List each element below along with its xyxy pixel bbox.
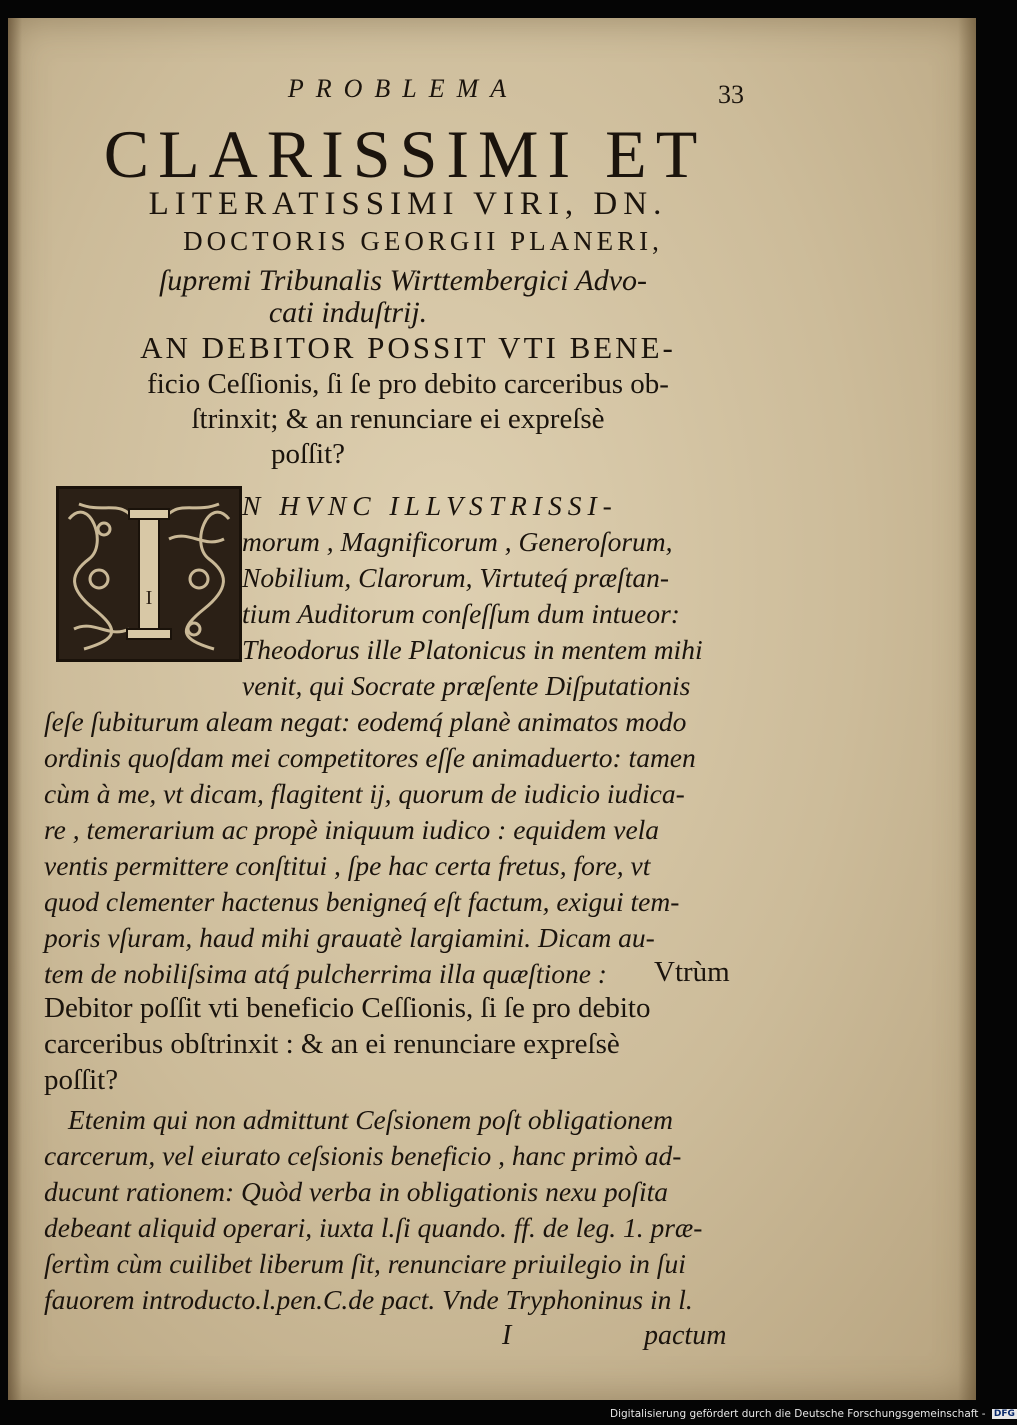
dfg-logo: DFG xyxy=(993,1409,1015,1419)
page-gutter-shadow xyxy=(8,18,22,1400)
para2-line-2: carcerum, vel eiurato ceſsionis beneficio , hanc primò ad- xyxy=(44,1140,682,1171)
roman-line-2: carceribus obſtrinxit : & an ei renunciare expreſsè xyxy=(44,1028,620,1060)
body-line-1: N HVNC ILLVSTRISSI- xyxy=(242,490,618,521)
digitization-credit xyxy=(610,1408,1017,1420)
body-line-13: poris vſuram, haud mihi grauatè largiamini. Dicam au- xyxy=(44,922,655,953)
body-line-5: Theodorus ille Platonicus in mentem mihi xyxy=(242,634,703,665)
body-line-8: ordinis quoſdam mei competitores eſſe animaduerto: tamen xyxy=(44,742,696,773)
signature-mark: I xyxy=(502,1320,512,1351)
body-line-2: morum , Magnificorum , Generoſorum, xyxy=(242,526,673,557)
para2-line-5: ſertìm cùm cuilibet liberum ſit, renunciare priuilegio in ſui xyxy=(44,1248,686,1279)
para2-line-3: ducunt rationem: Quòd verba in obligationis nexu poſita xyxy=(44,1176,669,1207)
page-edge-shadow xyxy=(958,18,976,1400)
body-line-6: venit, qui Socrate præſente Diſputationis xyxy=(242,670,691,701)
question-line-1: AN DEBITOR POSSIT VTI BENE- xyxy=(140,330,676,365)
roman-line-3: poſſit? xyxy=(44,1064,119,1096)
title-line-5: cati induſtrij. xyxy=(268,296,428,329)
body-line-12: quod clementer hactenus benigneq́ eſt factum, exigui tem- xyxy=(44,886,680,917)
body-line-14: tem de nobiliſsima atq́ pulcherrima illa quæſtione : xyxy=(44,958,607,989)
title-line-3: DOCTORIS GEORGII PLANERI, xyxy=(183,226,663,256)
credit-text: Digitalisierung gefördert durch die Deutsche Forschungsgemeinschaft - xyxy=(610,1408,986,1420)
question-line-3: ſtrinxit; & an renunciare ei expreſsè xyxy=(191,403,605,435)
page-number: 33 xyxy=(718,80,744,109)
para2-line-4: debeant aliquid operari, iuxta l.ſi quando. ff. de leg. 1. præ- xyxy=(44,1212,703,1243)
para2-line-1: Etenim qui non admittunt Ceſsionem poſt obligationem xyxy=(68,1104,673,1135)
ornament-icon xyxy=(59,489,239,659)
body-line-9: cùm à me, vt dicam, flagitent ij, quorum de iudicio iudica- xyxy=(44,778,685,809)
catchword: pactum xyxy=(644,1320,727,1351)
para2-line-6: fauorem introducto.l.pen.C.de pact. Vnde Tryphoninus in l. xyxy=(44,1284,693,1315)
question-line-2: ficio Ceſſionis, ſi ſe pro debito carceribus ob- xyxy=(147,368,669,400)
running-title: PROBLEMA xyxy=(287,74,519,103)
roman-line-1: Debitor poſſit vti beneficio Ceſſionis, ſi ſe pro debito xyxy=(44,992,651,1024)
title-line-4: ſupremi Tribunalis Wirttembergici Advo- xyxy=(158,264,648,297)
body-line-10: re , temerarium ac propè iniquum iudico : equidem vela xyxy=(44,814,660,845)
question-line-4: poſſit? xyxy=(270,438,346,470)
book-page xyxy=(8,18,976,1400)
body-line-3: Nobilium, Clarorum, Virtuteq́ præſtan- xyxy=(242,562,670,593)
body-line-7: ſeſe ſubiturum aleam negat: eodemq́ planè animatos modo xyxy=(44,706,687,737)
body-line-11: ventis permittere conſtitui , ſpe hac certa fretus, fore, vt xyxy=(44,850,651,881)
title-line-1: CLARISSIMI ET xyxy=(103,116,707,192)
title-line-2: LITERATISSIMI VIRI, DN. xyxy=(148,186,668,222)
body-line-14-roman: Vtrùm xyxy=(654,956,730,988)
decorated-initial xyxy=(56,486,242,662)
initial-letter: I xyxy=(145,587,153,609)
body-line-4: tium Auditorum conſeſſum dum intueor: xyxy=(242,598,680,629)
